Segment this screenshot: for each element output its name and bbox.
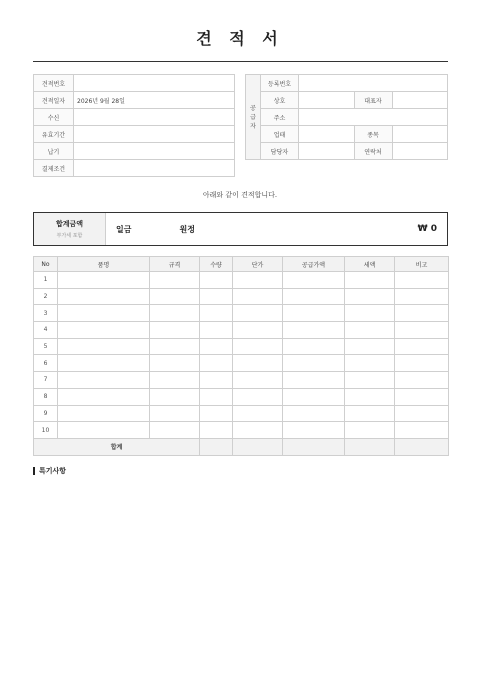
table-cell[interactable] xyxy=(283,355,345,372)
row-number: 3 xyxy=(34,305,58,322)
table-cell[interactable] xyxy=(345,355,395,372)
title-divider xyxy=(33,61,448,62)
table-cell[interactable] xyxy=(58,272,150,289)
table-cell[interactable] xyxy=(395,372,449,389)
table-cell[interactable] xyxy=(345,305,395,322)
table-cell[interactable] xyxy=(200,305,233,322)
table-cell[interactable] xyxy=(200,355,233,372)
table-row xyxy=(34,405,449,422)
table-cell[interactable] xyxy=(283,405,345,422)
sum-label: 합계 xyxy=(34,438,200,455)
contact-label: 연락처 xyxy=(354,143,392,160)
column-header: 단가 xyxy=(233,257,283,272)
total-sublabel: 부가세 포함 xyxy=(56,233,83,239)
quote-info-label: 견적일자 xyxy=(34,92,74,109)
table-cell[interactable] xyxy=(345,338,395,355)
total-label-cell xyxy=(34,213,106,245)
quote-info-row xyxy=(34,160,235,177)
quote-info-value[interactable] xyxy=(74,160,235,177)
table-cell[interactable] xyxy=(233,305,283,322)
table-row xyxy=(34,355,449,372)
table-row xyxy=(34,338,449,355)
table-cell[interactable] xyxy=(200,405,233,422)
contact-value[interactable] xyxy=(392,143,448,160)
table-cell[interactable] xyxy=(283,288,345,305)
total-amount: ₩ 0 xyxy=(417,224,437,234)
quote-info-row xyxy=(34,143,235,160)
table-cell[interactable] xyxy=(395,388,449,405)
manager-value[interactable] xyxy=(299,143,355,160)
row-number: 1 xyxy=(34,272,58,289)
remarks-label: 특기사항 xyxy=(39,467,67,475)
quote-info-label: 유효기간 xyxy=(34,126,74,143)
sum-cell xyxy=(395,438,449,455)
table-cell[interactable] xyxy=(200,272,233,289)
row-number: 2 xyxy=(34,288,58,305)
table-cell[interactable] xyxy=(395,338,449,355)
quote-info-value[interactable] xyxy=(74,143,235,160)
ceo-value[interactable] xyxy=(392,92,448,109)
remarks-heading xyxy=(33,466,66,476)
company-label: 상호 xyxy=(261,92,299,109)
table-cell[interactable] xyxy=(150,355,200,372)
table-cell[interactable] xyxy=(345,422,395,439)
table-cell[interactable] xyxy=(200,322,233,339)
address-label: 주소 xyxy=(261,109,299,126)
sum-cell xyxy=(200,438,233,455)
table-cell[interactable] xyxy=(283,322,345,339)
row-number: 6 xyxy=(34,355,58,372)
table-row xyxy=(34,288,449,305)
total-amount-box xyxy=(33,212,448,246)
column-header: 공급가액 xyxy=(283,257,345,272)
column-header: 비고 xyxy=(395,257,449,272)
company-value[interactable] xyxy=(299,92,355,109)
table-cell[interactable] xyxy=(345,272,395,289)
table-cell[interactable] xyxy=(150,372,200,389)
table-cell[interactable] xyxy=(150,322,200,339)
table-cell[interactable] xyxy=(150,338,200,355)
quote-info-label: 견적번호 xyxy=(34,75,74,92)
total-label: 합계금액 xyxy=(55,220,84,228)
quote-info-value[interactable] xyxy=(74,75,235,92)
table-cell[interactable] xyxy=(395,355,449,372)
items-table xyxy=(33,256,449,456)
table-cell[interactable] xyxy=(233,288,283,305)
table-cell[interactable] xyxy=(395,422,449,439)
document-title: 견 적 서 xyxy=(196,29,284,48)
row-number: 5 xyxy=(34,338,58,355)
row-number: 7 xyxy=(34,372,58,389)
business-value[interactable] xyxy=(299,126,355,143)
table-cell[interactable] xyxy=(283,372,345,389)
quote-info-table xyxy=(33,74,235,177)
supplier-side-label: 공 급 자 xyxy=(246,75,261,160)
column-header: 수량 xyxy=(200,257,233,272)
item-value[interactable] xyxy=(392,126,448,143)
sum-cell xyxy=(283,438,345,455)
table-row xyxy=(34,422,449,439)
table-cell[interactable] xyxy=(233,272,283,289)
sum-cell xyxy=(345,438,395,455)
table-cell[interactable] xyxy=(345,322,395,339)
table-cell[interactable] xyxy=(58,288,150,305)
table-cell[interactable] xyxy=(395,405,449,422)
column-header: 규격 xyxy=(150,257,200,272)
item-label: 종목 xyxy=(354,126,392,143)
column-header: No xyxy=(34,257,58,272)
table-cell[interactable] xyxy=(150,305,200,322)
table-cell[interactable] xyxy=(395,322,449,339)
table-cell[interactable] xyxy=(58,372,150,389)
table-cell[interactable] xyxy=(395,272,449,289)
ceo-label: 대표자 xyxy=(354,92,392,109)
total-word-prefix: 일금 xyxy=(116,224,132,234)
quote-info-row xyxy=(34,109,235,126)
table-row xyxy=(34,372,449,389)
table-cell[interactable] xyxy=(233,388,283,405)
reg-no-value[interactable] xyxy=(299,75,448,92)
quote-info-label: 납기 xyxy=(34,143,74,160)
row-number: 4 xyxy=(34,322,58,339)
table-cell[interactable] xyxy=(345,372,395,389)
table-cell[interactable] xyxy=(58,422,150,439)
table-cell[interactable] xyxy=(58,388,150,405)
table-cell[interactable] xyxy=(233,372,283,389)
table-cell[interactable] xyxy=(150,272,200,289)
table-cell[interactable] xyxy=(58,305,150,322)
table-row xyxy=(34,272,449,289)
table-row xyxy=(34,322,449,339)
quote-info-label: 결제조건 xyxy=(34,160,74,177)
quote-info-value[interactable]: 2026년 9월 28일 xyxy=(74,92,235,109)
table-cell[interactable] xyxy=(58,338,150,355)
table-cell[interactable] xyxy=(233,322,283,339)
remarks-bar xyxy=(33,467,35,475)
table-cell[interactable] xyxy=(58,322,150,339)
table-row xyxy=(34,388,449,405)
table-cell[interactable] xyxy=(150,405,200,422)
table-cell[interactable] xyxy=(233,338,283,355)
table-cell[interactable] xyxy=(150,288,200,305)
row-number: 10 xyxy=(34,422,58,439)
table-cell[interactable] xyxy=(150,388,200,405)
reg-no-label: 등록번호 xyxy=(261,75,299,92)
table-cell[interactable] xyxy=(200,372,233,389)
table-cell[interactable] xyxy=(58,355,150,372)
table-cell[interactable] xyxy=(345,388,395,405)
table-cell[interactable] xyxy=(200,288,233,305)
total-word-suffix: 원정 xyxy=(179,224,195,234)
quote-info-row xyxy=(34,92,235,109)
quote-info-value[interactable] xyxy=(74,126,235,143)
table-cell[interactable] xyxy=(200,388,233,405)
column-header: 세액 xyxy=(345,257,395,272)
table-row xyxy=(34,305,449,322)
table-cell[interactable] xyxy=(233,422,283,439)
table-cell[interactable] xyxy=(200,338,233,355)
supplier-table xyxy=(245,74,448,160)
sum-row xyxy=(34,438,449,455)
table-cell[interactable] xyxy=(200,422,233,439)
row-number: 8 xyxy=(34,388,58,405)
table-cell[interactable] xyxy=(233,355,283,372)
table-cell[interactable] xyxy=(395,305,449,322)
table-cell[interactable] xyxy=(283,338,345,355)
quote-info-row xyxy=(34,126,235,143)
table-cell[interactable] xyxy=(58,405,150,422)
manager-label: 담당자 xyxy=(261,143,299,160)
row-number: 9 xyxy=(34,405,58,422)
notice-text: 아래와 같이 견적합니다. xyxy=(202,191,278,199)
address-value[interactable] xyxy=(299,109,448,126)
table-cell[interactable] xyxy=(395,288,449,305)
table-cell[interactable] xyxy=(233,405,283,422)
sum-cell xyxy=(233,438,283,455)
table-cell[interactable] xyxy=(283,272,345,289)
column-header: 품명 xyxy=(58,257,150,272)
table-cell[interactable] xyxy=(283,388,345,405)
business-label: 업태 xyxy=(261,126,299,143)
table-cell[interactable] xyxy=(150,422,200,439)
quote-info-value[interactable] xyxy=(74,109,235,126)
table-cell[interactable] xyxy=(283,422,345,439)
table-cell[interactable] xyxy=(283,305,345,322)
table-cell[interactable] xyxy=(345,288,395,305)
table-cell[interactable] xyxy=(345,405,395,422)
quote-info-label: 수신 xyxy=(34,109,74,126)
quote-info-row xyxy=(34,75,235,92)
